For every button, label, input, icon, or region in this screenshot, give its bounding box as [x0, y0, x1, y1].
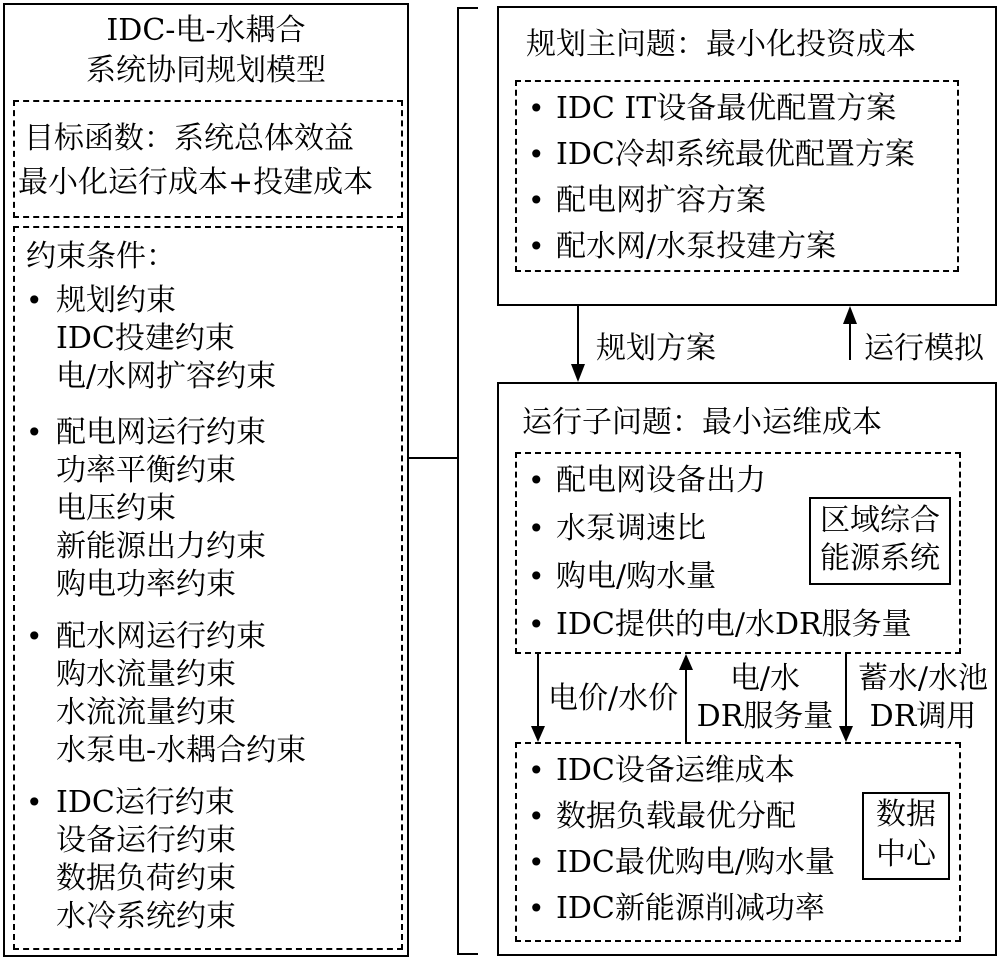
constraints-title: 约束条件：	[26, 239, 176, 274]
storage-dr-label-line2: DR调用	[869, 699, 977, 734]
bullet-icon: •	[528, 846, 545, 879]
constraint-item: 功率平衡约束	[56, 453, 236, 488]
constraint-group-head: IDC运行约束	[56, 785, 235, 820]
master-item: 配电网扩容方案	[556, 183, 766, 218]
constraint-group-head: 规划约束	[56, 283, 176, 318]
bullet-icon: •	[528, 608, 545, 641]
constraint-item: 购水流量约束	[56, 657, 236, 692]
model-title-line1: IDC-电-水耦合	[106, 13, 306, 48]
region-item: 水泵调速比	[556, 511, 706, 546]
bullet-icon: •	[528, 512, 545, 545]
datacenter-item: 数据负载最优分配	[556, 799, 796, 834]
dr-service-label-line1: 电/水	[729, 661, 801, 696]
region-item: 购电/购水量	[556, 559, 717, 594]
bullet-icon: •	[26, 284, 43, 317]
region-item: 配电网设备出力	[556, 463, 766, 498]
objective-line1: 目标函数：系统总体效益	[24, 121, 354, 156]
bullet-icon: •	[528, 230, 545, 263]
bullet-icon: •	[528, 138, 545, 171]
master-item: IDC IT设备最优配置方案	[556, 91, 897, 126]
constraint-item: 水泵电-水耦合约束	[56, 733, 307, 768]
master-problem-title: 规划主问题：最小化投资成本	[526, 27, 916, 62]
datacenter-item: IDC新能源削减功率	[556, 891, 825, 926]
constraint-item: IDC投建约束	[56, 321, 235, 356]
objective-line2: 最小化运行成本+投建成本	[18, 165, 374, 200]
bullet-icon: •	[26, 620, 43, 653]
master-item: 配水网/水泵投建方案	[556, 229, 837, 264]
objective-box	[13, 100, 403, 218]
datacenter-item: IDC设备运维成本	[556, 753, 795, 788]
price-label: 电价/水价	[548, 681, 679, 716]
bullet-icon: •	[528, 754, 545, 787]
constraint-item: 水冷系统约束	[56, 899, 236, 934]
constraint-item: 数据负荷约束	[56, 861, 236, 896]
bracket	[458, 8, 478, 954]
datacenter-item: IDC最优购电/购水量	[556, 845, 835, 880]
arrow-planning-down	[571, 306, 585, 382]
constraint-item: 购电功率约束	[56, 567, 236, 602]
sub-problem-title: 运行子问题：最小运维成本	[522, 405, 882, 440]
storage-dr-label-line1: 蓄水/水池	[857, 661, 989, 696]
constraint-group-head: 配水网运行约束	[56, 619, 266, 654]
bullet-icon: •	[528, 464, 545, 497]
bullet-icon: •	[528, 184, 545, 217]
bullet-icon: •	[26, 416, 43, 449]
bullet-icon: •	[528, 92, 545, 125]
planning-scheme-label: 规划方案	[596, 331, 716, 366]
constraint-item: 电压约束	[56, 491, 176, 526]
constraint-item: 设备运行约束	[56, 823, 236, 858]
region-energy-label-line2: 能源系统	[820, 541, 940, 576]
model-title-line2: 系统协同规划模型	[86, 53, 326, 88]
region-item: IDC提供的电/水DR服务量	[556, 607, 912, 642]
constraint-item: 电/水网扩容约束	[56, 359, 277, 394]
bullet-icon: •	[528, 800, 545, 833]
constraint-group-head: 配电网运行约束	[56, 415, 266, 450]
constraint-item: 新能源出力约束	[56, 529, 266, 564]
constraint-item: 水流流量约束	[56, 695, 236, 730]
bullet-icon: •	[528, 560, 545, 593]
master-item: IDC冷却系统最优配置方案	[556, 137, 915, 172]
region-energy-label-line1: 区域综合	[820, 503, 940, 538]
datacenter-label-line2: 中心	[876, 837, 936, 872]
operation-simulation-label: 运行模拟	[864, 331, 984, 366]
datacenter-label-line1: 数据	[876, 797, 936, 832]
bullet-icon: •	[528, 892, 545, 925]
arrow-simulation-up	[843, 306, 857, 360]
dr-service-label-line2: DR服务量	[696, 699, 834, 734]
bullet-icon: •	[26, 786, 43, 819]
